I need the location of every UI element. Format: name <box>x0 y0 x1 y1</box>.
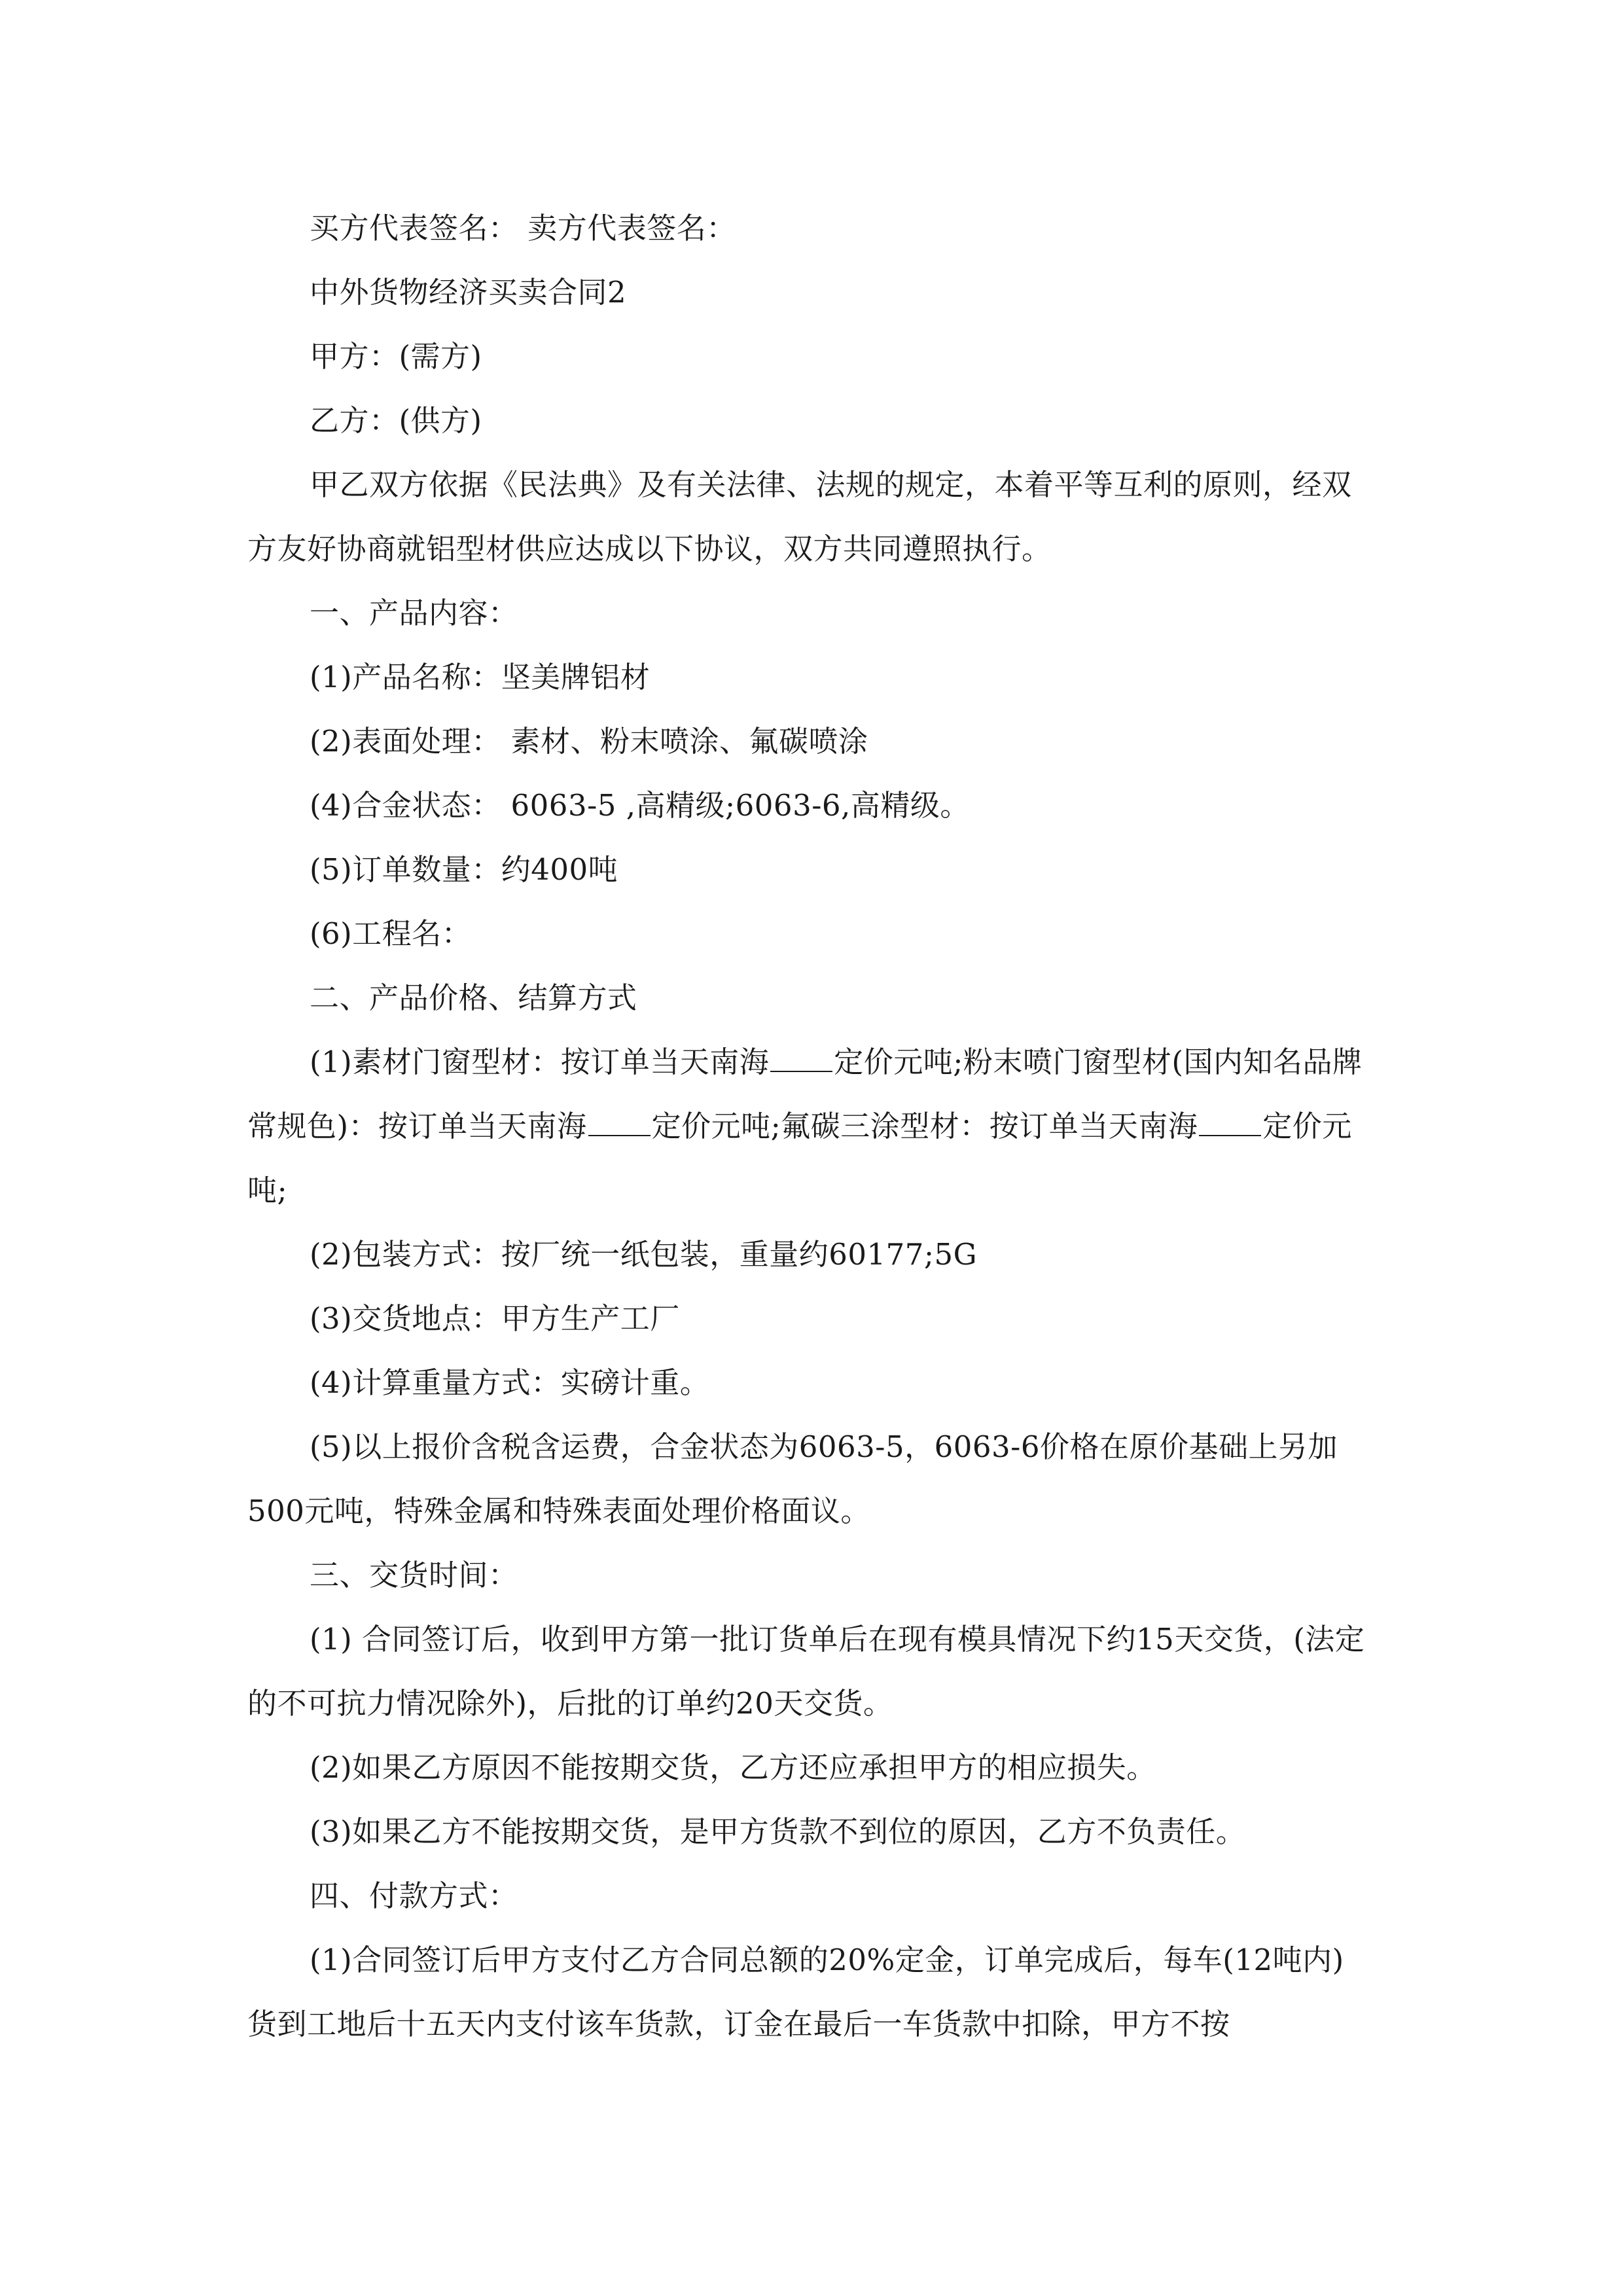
clause-2-4: (4)计算重量方式：实磅计重。 <box>310 1365 710 1400</box>
section-3-heading: 三、交货时间： <box>310 1558 518 1592</box>
clause-2-1-part-b: 定价元吨;粉末喷门窗型材(国内知名品牌常规色)：按订单当天南海 <box>247 1045 1363 1143</box>
document-body <box>247 196 1373 2056</box>
clause-2-5: (5)以上报价含税含运费，合金状态为6063-5，6063-6价格在原价基础上另加500元吨，特殊金属和特殊表面处理价格面议。 <box>247 1429 1338 1528</box>
clause-1-6: (6)工程名： <box>310 916 472 951</box>
price-blank-3 <box>1199 1134 1261 1136</box>
signature-line: 买方代表签名： 卖方代表签名： <box>310 211 736 245</box>
clause-3-2: (2)如果乙方原因不能按期交货，乙方还应承担甲方的相应损失。 <box>310 1750 1156 1785</box>
clause-2-1-part-a: (1)素材门窗型材：按订单当天南海 <box>310 1045 770 1079</box>
price-blank-1 <box>770 1070 832 1072</box>
clause-2-1-part-d: 定价元吨; <box>247 1109 1352 1208</box>
clause-3-3: (3)如果乙方不能按期交货，是甲方货款不到位的原因，乙方不负责任。 <box>310 1814 1246 1849</box>
clause-1-1: (1)产品名称：坚美牌铝材 <box>310 660 651 694</box>
intro-paragraph: 甲乙双方依据《民法典》及有关法律、法规的规定，本着平等互利的原则，经双方友好协商就铝型材供应达成以下协议，双方共同遵照执行。 <box>247 467 1352 566</box>
party-a-line: 甲方：(需方) <box>310 339 482 374</box>
clause-1-2: (2)表面处理： 素材、粉末喷涂、氟碳喷涂 <box>310 724 868 759</box>
clause-2-2: (2)包装方式：按厂统一纸包装，重量约60177;5G <box>310 1237 978 1272</box>
clause-2-1-part-c: 定价元吨;氟碳三涂型材：按订单当天南海 <box>651 1109 1198 1143</box>
section-4-heading: 四、付款方式： <box>310 1878 518 1913</box>
clause-1-4: (4)合金状态： 6063-5 ,高精级;6063-6,高精级。 <box>310 788 970 823</box>
party-b-line: 乙方：(供方) <box>310 403 482 438</box>
clause-1-5: (5)订单数量：约400吨 <box>310 852 618 887</box>
section-2-heading: 二、产品价格、结算方式 <box>310 980 637 1015</box>
clause-2-1 <box>247 1030 1373 1223</box>
clause-2-3: (3)交货地点：甲方生产工厂 <box>310 1301 680 1336</box>
clause-4-1: (1)合同签订后甲方支付乙方合同总额的20%定金，订单完成后，每车(12吨内)货到工地后十五天内支付该车货款，订金在最后一车货款中扣除，甲方不按 <box>247 1943 1344 2041</box>
clause-3-1: (1) 合同签订后，收到甲方第一批订货单后在现有模具情况下约15天交货，(法定的不可抗力情况除外)，后批的订单约20天交货。 <box>247 1622 1365 1721</box>
section-1-heading: 一、产品内容： <box>310 596 518 630</box>
contract-title: 中外货物经济买卖合同2 <box>310 275 627 310</box>
price-blank-2 <box>588 1134 651 1136</box>
